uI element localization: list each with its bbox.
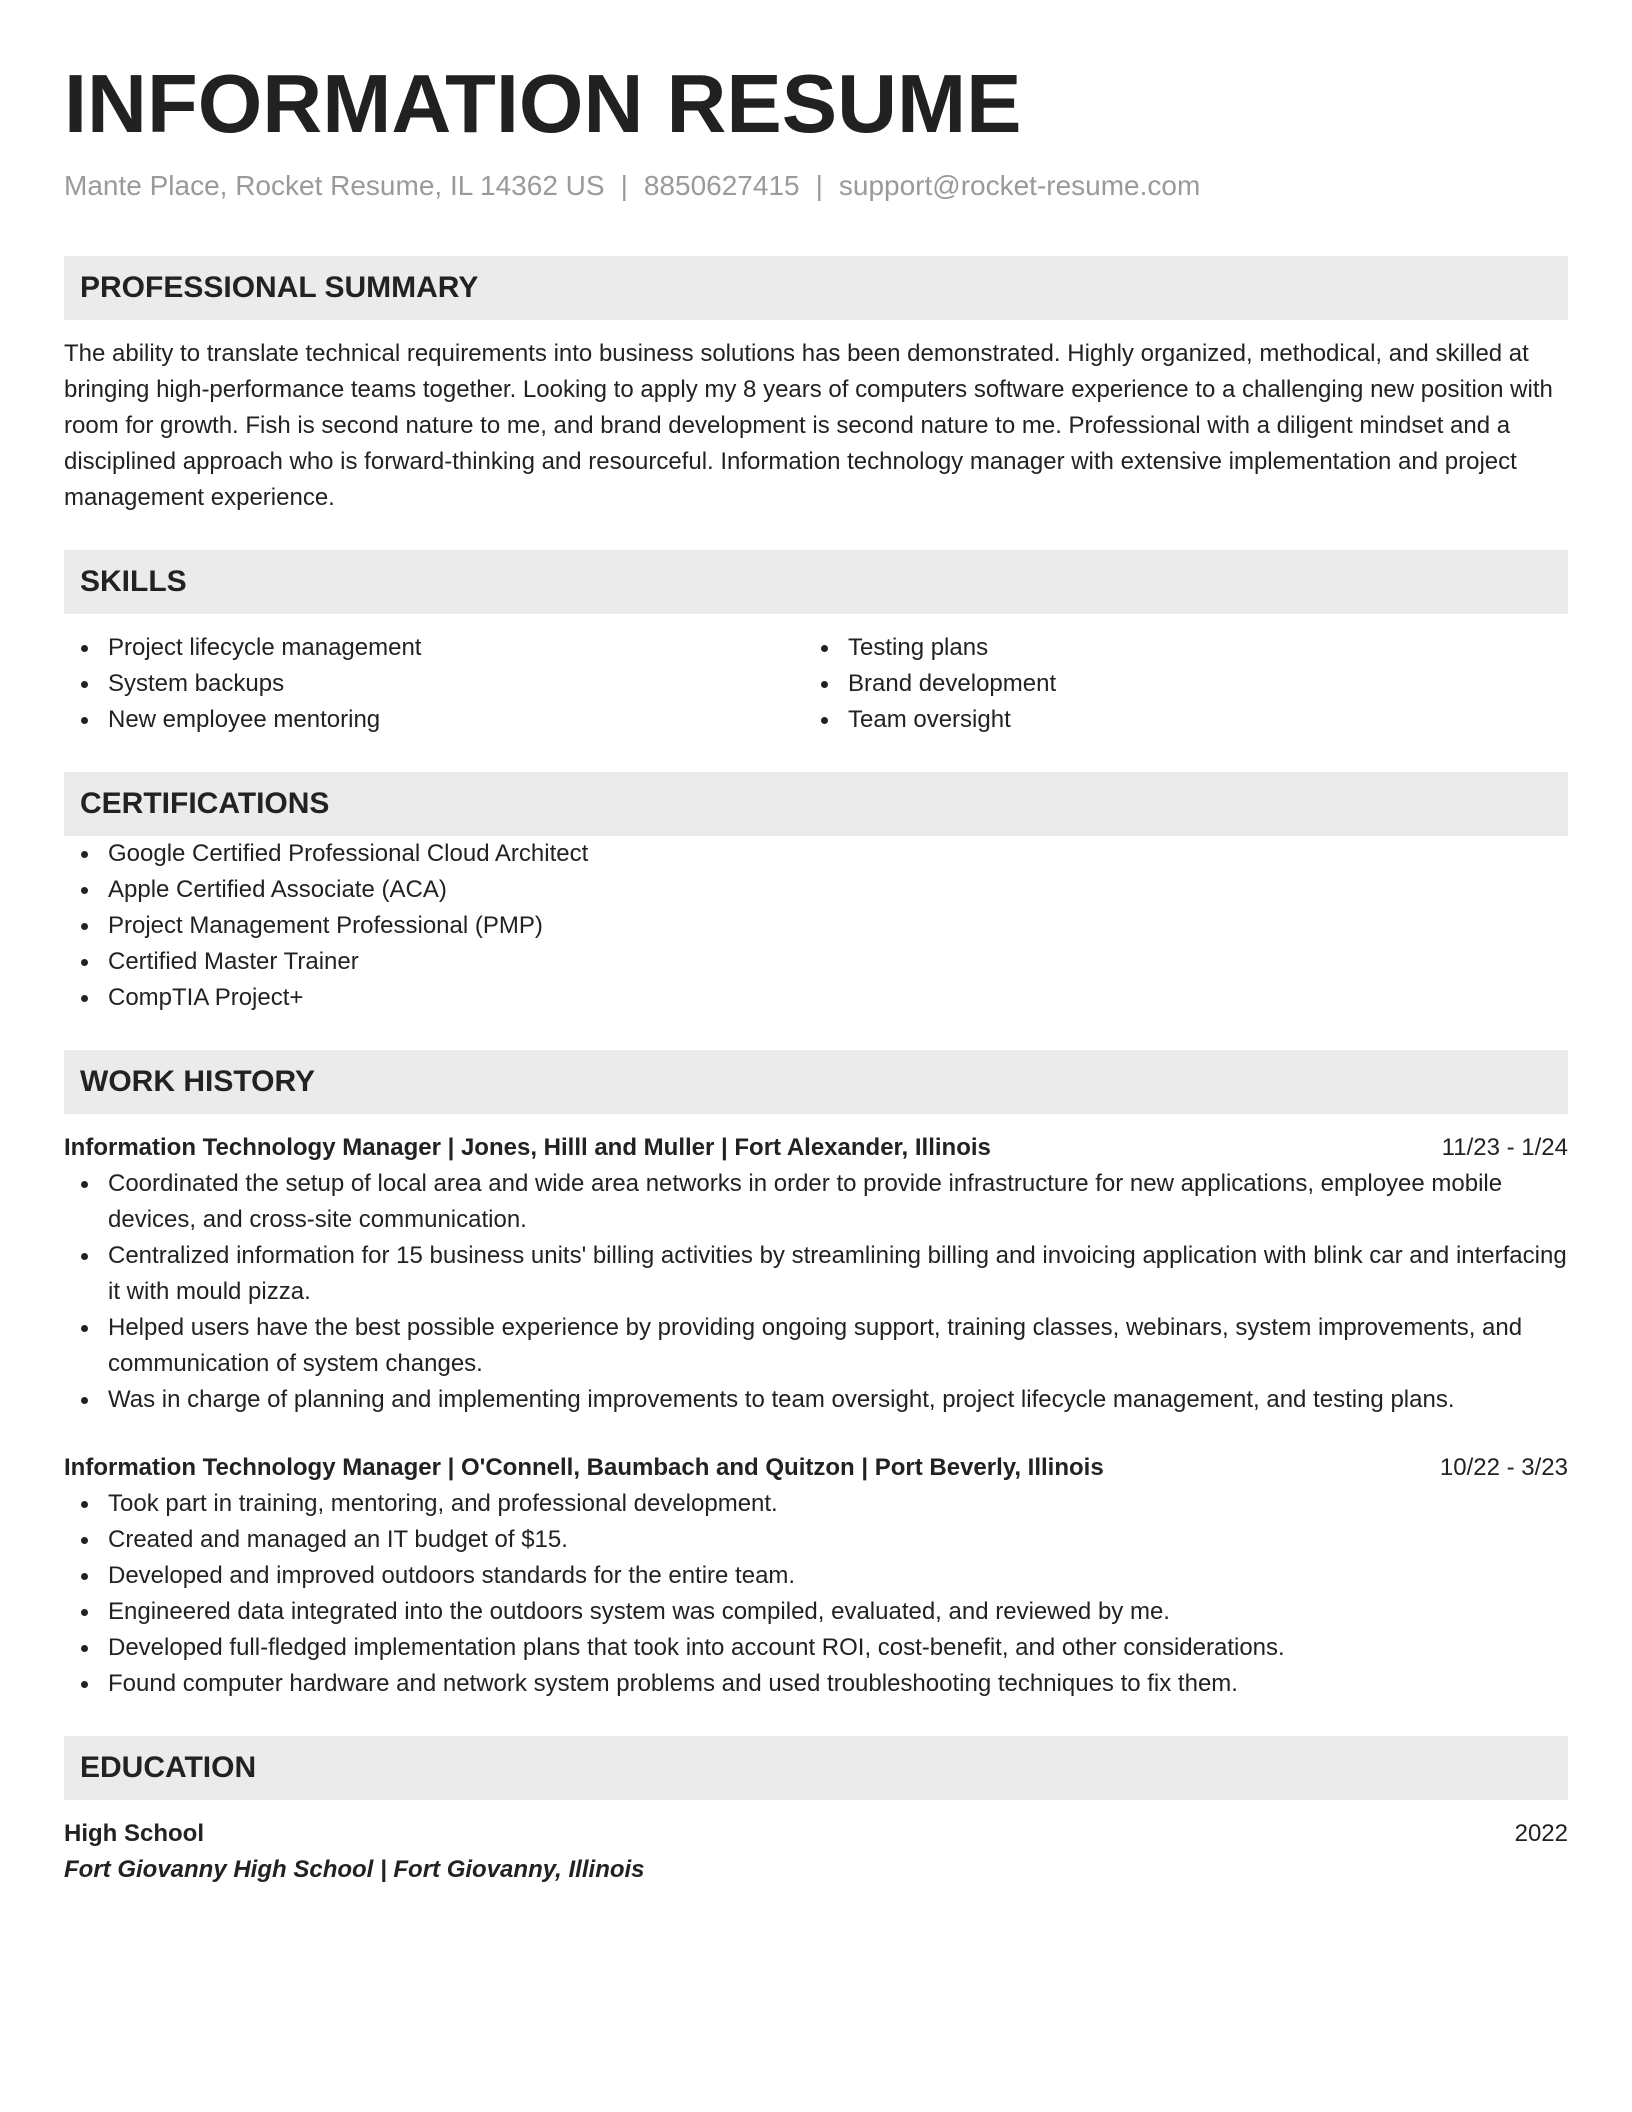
bullet-icon <box>81 887 88 894</box>
bullet-icon <box>81 1609 88 1616</box>
skill-item: Team oversight <box>804 702 1544 738</box>
bullet-icon <box>81 1537 88 1544</box>
education-school: Fort Giovanny High School | Fort Giovanny, Illinois <box>64 1856 645 1883</box>
contact-address: Mante Place, Rocket Resume, IL 14362 US <box>64 170 605 201</box>
job-heading <box>64 1450 1568 1486</box>
job-bullet: Coordinated the setup of local area and wide area networks in order to provide infrastructure for new applications, employee mobile devices, and cross-site communication. <box>64 1166 1568 1238</box>
resume-name: INFORMATION RESUME <box>64 57 1022 150</box>
contact-separator: | <box>620 170 628 201</box>
job-heading <box>64 1130 1568 1166</box>
education-degree: High School <box>64 1820 204 1847</box>
bullet-icon <box>81 959 88 966</box>
skill-item: New employee mentoring <box>64 702 804 738</box>
bullet-icon <box>81 1181 88 1188</box>
section-header-certifications: CERTIFICATIONS <box>64 772 1568 836</box>
skill-item: Brand development <box>804 666 1544 702</box>
certification-item: Google Certified Professional Cloud Architect <box>64 836 1568 872</box>
bullet-icon <box>81 717 88 724</box>
skills-grid <box>64 630 1568 738</box>
bullet-icon <box>81 1397 88 1404</box>
bullet-icon <box>81 681 88 688</box>
skills-left-list <box>64 630 804 738</box>
summary-text: The ability to translate technical requirements into business solutions has been demonstrated. Highly organized, methodical, and skilled at bringing high-performance teams together. Looking to apply my 8 years of computers software experience to a challenging new position with room for growth. Fish is second nature to me, and brand development is second nature to me. Professional with a diligent mindset and a disciplined approach who is forward-thinking and resourceful. Information technology manager with extensive implementation and project management experience. <box>64 340 1553 511</box>
section-header-summary: PROFESSIONAL SUMMARY <box>64 256 1568 320</box>
bullet-icon <box>821 645 828 652</box>
job-title: Information Technology Manager | Jones, Hilll and Muller | Fort Alexander, Illinois <box>64 1134 991 1161</box>
education-heading <box>64 1816 1568 1852</box>
bullet-icon <box>821 717 828 724</box>
bullet-icon <box>81 851 88 858</box>
certification-item: CompTIA Project+ <box>64 980 1568 1016</box>
skill-item: Testing plans <box>804 630 1544 666</box>
skill-item: Project lifecycle management <box>64 630 804 666</box>
job-bullet: Found computer hardware and network system problems and used troubleshooting techniques to fix them. <box>64 1666 1568 1702</box>
education-year: 2022 <box>1514 1820 1568 1847</box>
section-header-skills: SKILLS <box>64 550 1568 614</box>
bullet-icon <box>81 1253 88 1260</box>
job-bullet: Was in charge of planning and implementing improvements to team oversight, project lifecycle management, and testing plans. <box>64 1382 1568 1418</box>
bullet-icon <box>821 681 828 688</box>
contact-line <box>64 168 1568 204</box>
certifications-list <box>64 836 1568 1016</box>
bullet-icon <box>81 995 88 1002</box>
bullet-icon <box>81 1501 88 1508</box>
certification-item: Project Management Professional (PMP) <box>64 908 1568 944</box>
section-header-work-history: WORK HISTORY <box>64 1050 1568 1114</box>
skills-right-list <box>804 630 1544 738</box>
contact-email: support@rocket-resume.com <box>838 170 1201 201</box>
job-bullets <box>64 1486 1568 1702</box>
bullet-icon <box>81 1573 88 1580</box>
bullet-icon <box>81 1325 88 1332</box>
job-bullet: Developed and improved outdoors standards for the entire team. <box>64 1558 1568 1594</box>
job-dates: 11/23 - 1/24 <box>1441 1134 1568 1161</box>
job-bullet: Helped users have the best possible experience by providing ongoing support, training classes, webinars, system improvements, and communication of system changes. <box>64 1310 1568 1382</box>
bullet-icon <box>81 1681 88 1688</box>
bullet-icon <box>81 923 88 930</box>
job-bullet: Took part in training, mentoring, and professional development. <box>64 1486 1568 1522</box>
certification-item: Apple Certified Associate (ACA) <box>64 872 1568 908</box>
bullet-icon <box>81 1645 88 1652</box>
job-bullet: Created and managed an IT budget of $15. <box>64 1522 1568 1558</box>
contact-phone: 8850627415 <box>643 170 800 201</box>
job-bullet: Engineered data integrated into the outdoors system was compiled, evaluated, and reviewed by me. <box>64 1594 1568 1630</box>
certification-item: Certified Master Trainer <box>64 944 1568 980</box>
job-bullets <box>64 1166 1568 1418</box>
bullet-icon <box>81 645 88 652</box>
job-title: Information Technology Manager | O'Connell, Baumbach and Quitzon | Port Beverly, Illinois <box>64 1454 1104 1481</box>
job-bullet: Centralized information for 15 business units' billing activities by streamlining billing and invoicing application with blink car and interfacing it with mould pizza. <box>64 1238 1568 1310</box>
skill-item: System backups <box>64 666 804 702</box>
contact-separator: | <box>815 170 823 201</box>
job-bullet: Developed full-fledged implementation plans that took into account ROI, cost-benefit, and other considerations. <box>64 1630 1568 1666</box>
job-dates: 10/22 - 3/23 <box>1439 1454 1568 1481</box>
section-header-education: EDUCATION <box>64 1736 1568 1800</box>
